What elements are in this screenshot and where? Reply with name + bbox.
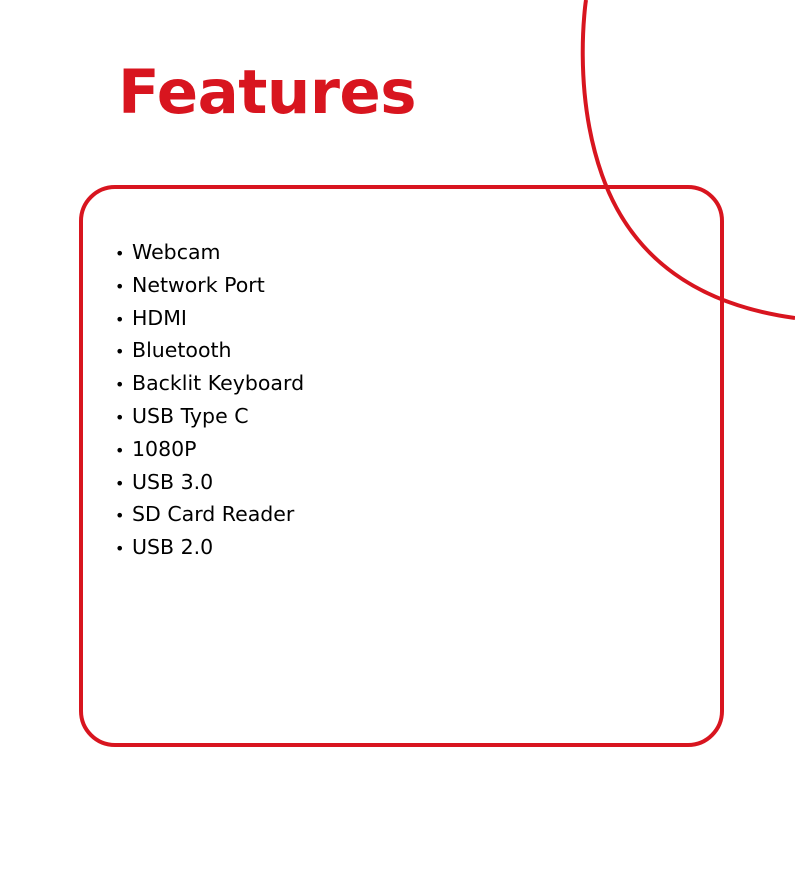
- bullet-icon: •: [115, 309, 125, 329]
- list-item-label: Backlit Keyboard: [132, 371, 305, 396]
- list-item-label: 1080P: [132, 436, 197, 461]
- list-item-label: Bluetooth: [132, 338, 232, 363]
- list-item: [115, 237, 304, 270]
- list-item-label: HDMI: [132, 305, 187, 330]
- list-item: [115, 499, 304, 532]
- list-item: [115, 303, 304, 336]
- bullet-icon: •: [115, 244, 125, 263]
- bullet-icon: •: [115, 539, 125, 559]
- bullet-icon: •: [115, 440, 125, 460]
- page-title: Features: [118, 57, 417, 128]
- list-item-label: Network Port: [132, 272, 265, 297]
- bullet-icon: •: [115, 342, 125, 362]
- list-item: [115, 335, 304, 368]
- bullet-icon: •: [115, 473, 125, 493]
- list-item-label: SD Card Reader: [132, 502, 295, 527]
- list-item-label: USB 3.0: [132, 469, 214, 494]
- list-item: [115, 270, 304, 303]
- list-item-label: Webcam: [132, 240, 221, 264]
- list-item: [115, 401, 304, 434]
- bullet-icon: •: [115, 407, 125, 427]
- list-item: [115, 467, 304, 500]
- list-item-label: USB Type C: [132, 403, 249, 428]
- bullet-icon: •: [115, 506, 125, 526]
- list-item: [115, 434, 304, 467]
- list-item: [115, 368, 304, 401]
- features-list: [115, 237, 304, 565]
- list-item: [115, 532, 304, 565]
- bullet-icon: •: [115, 375, 125, 395]
- bullet-icon: •: [115, 276, 125, 296]
- list-item-label: USB 2.0: [132, 535, 214, 560]
